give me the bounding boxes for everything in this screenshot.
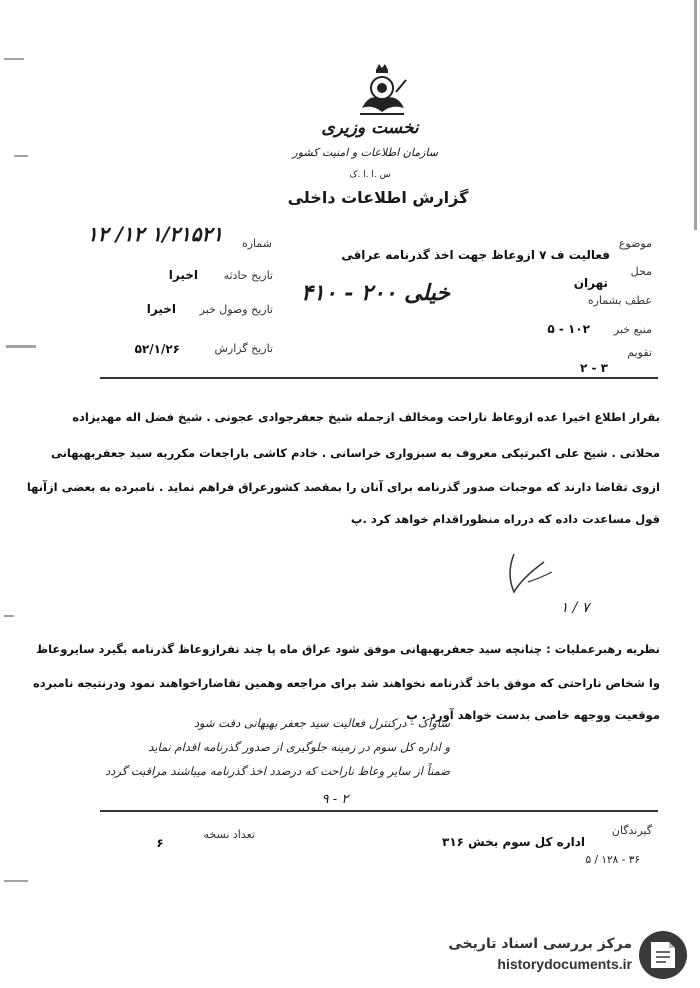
scan-noise: [4, 615, 14, 617]
body-line: ازوی تقاضا دارند که موجبات صدور گذرنامه برای آنان را بمقصد کشورعراق فراهم نماید . نامبرده به بعضی ازآنها: [26, 480, 660, 494]
organization-title: سازمان اطلاعات و امنیت کشور: [292, 146, 438, 159]
handwritten-check-mark: [500, 548, 560, 598]
place-value: تهران: [573, 276, 608, 290]
receipt-date-label: تاریخ وصول خبر: [199, 303, 273, 316]
body-line: بقرار اطلاع اخیرا عده ازوعاظ ناراحت ومخالف ازجمله شیخ جعفرجوادی عجونی . شیخ فضل اله مهدیزاده: [72, 410, 660, 424]
scan-noise: [14, 155, 28, 157]
header-divider: [100, 377, 658, 379]
comment-line: موقعیت ووجهه خاصی بدست خواهد آورد . پ: [406, 708, 660, 722]
place-label: محل: [630, 265, 652, 278]
body-line: قول مساعدت داده که درراه منظوراقدام خواهد کرد .پ: [350, 512, 660, 526]
source-value: ۱۰۲ - ۵: [547, 322, 590, 336]
recipients-value: اداره کل سوم بخش ۳۱۶: [442, 835, 585, 849]
watermark-url: historydocuments.ir: [497, 956, 632, 972]
reference-value: خیلی ۲۰۰ - ۴۱۰: [301, 280, 450, 306]
subject-value: فعالیت ف ۷ ازوعاظ جهت اخذ گذرنامه عراقی: [341, 248, 610, 262]
report-date-label: تاریخ گزارش: [214, 342, 273, 355]
comment-line: وا شخاص ناراحتی که موفق باخذ گذرنامه نخواهند شد برای مراجعه وهمین تقاضاراخواهند نمود ودرنتیجه نامبرده: [32, 676, 660, 690]
footer-divider: [100, 810, 658, 812]
scan-noise: [6, 345, 36, 348]
copies-value: ۶: [156, 836, 164, 850]
source-label: منبع خبر: [613, 323, 652, 336]
event-date-value: اخیرا: [168, 268, 198, 282]
handwritten-annotation-line: و اداره کل سوم در زمینه جلوگیری از صدور گذرنامه اقدام نماید: [148, 740, 450, 754]
handwritten-annotation-line: ضمناً از سایر وعاظ ناراحت که درصدد اخذ گذرنامه میباشند مراقبت گردد: [105, 764, 450, 778]
organization-code: س .ا .ا .ک: [349, 170, 391, 180]
receipt-date-value: اخیرا: [146, 302, 176, 316]
margin-note: ۷ / ۱: [560, 600, 590, 616]
scan-noise: [4, 58, 24, 60]
document-type-title: گزارش اطلاعات داخلی: [287, 188, 469, 207]
report-date-value: ۵۲/۱/۲۶: [134, 342, 180, 356]
copies-label: تعداد نسخه: [203, 828, 255, 841]
rating-label: تقویم: [627, 346, 652, 359]
watermark-name: مرکز بررسی اسناد تاریخی: [448, 936, 632, 952]
sign-note: ۲ - ۹: [321, 792, 349, 807]
recipients-label: گیرندگان: [611, 824, 652, 837]
office-title: نخست وزیری: [321, 118, 419, 138]
scan-noise: [694, 0, 697, 230]
event-date-label: تاریخ حادثه: [223, 269, 273, 282]
number-label: شماره: [241, 237, 272, 250]
rating-value: ۳ - ۲: [580, 361, 608, 375]
archive-logo-icon: [636, 928, 690, 982]
subject-label: موضوع: [618, 237, 652, 250]
body-line: محلاتی . شیخ علی اکبرتیکی معروف به سبزواری خراسانی . خادم کاشی باراجعات مکرربه سید جعفربهبهانی: [50, 446, 660, 460]
comment-line: نظریه رهبرعملیات : چنانچه سید جعفربهبهانی موفق شود عراق ماه پا چند نفرازوعاظ گذرنامه بگیرد سایروعاظ: [36, 642, 660, 656]
scan-noise: [4, 880, 28, 882]
filing-number: ۳۶ - ۱۲۸ / ۵: [585, 854, 640, 866]
reference-label: عطف بشماره: [587, 294, 652, 307]
lion-and-sun-emblem-icon: [352, 62, 412, 120]
handwritten-annotation-line: ساواک - درکنترل فعالیت سید جعفر بهبهانی دقت شود: [193, 716, 450, 730]
document-number: ۱/۲۱۵۲۱ ۱۲/ ۱۲: [87, 222, 223, 246]
